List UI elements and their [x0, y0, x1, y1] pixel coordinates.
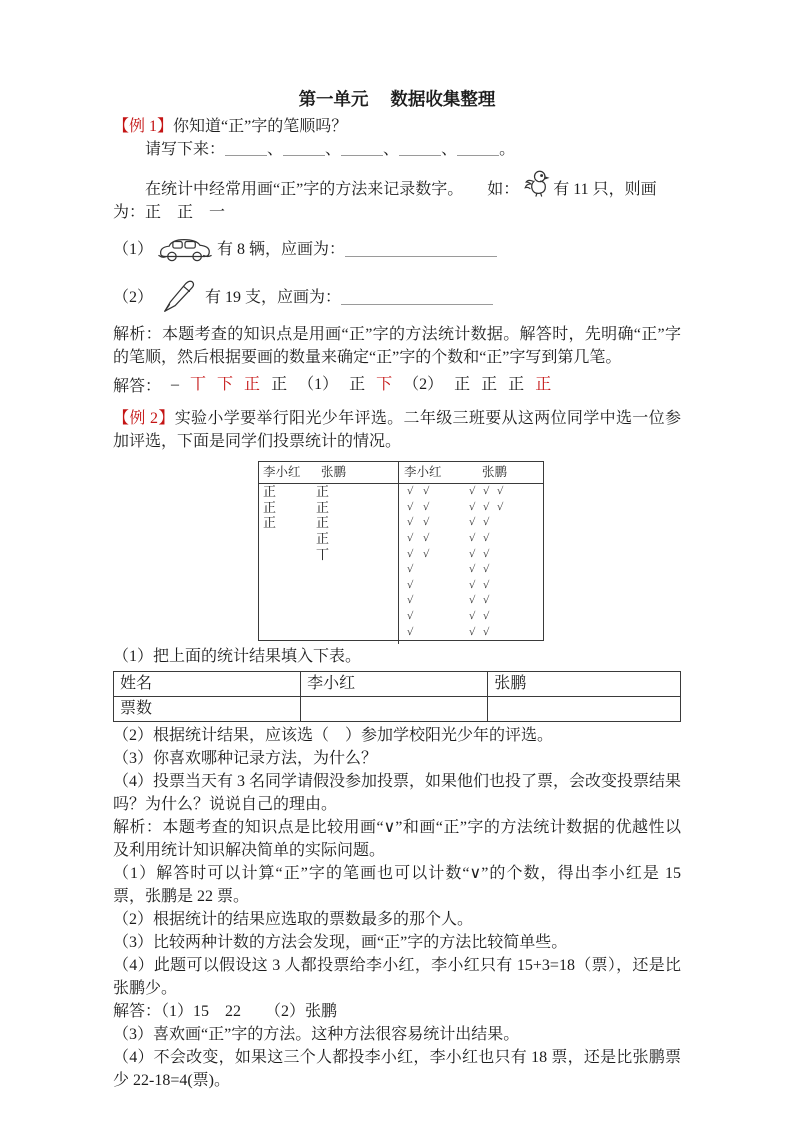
check-icon: √ — [468, 564, 476, 576]
partial-zheng-mark: 正 — [535, 376, 552, 390]
check-icon: √ — [482, 548, 490, 560]
checkmarks-lixiaohong — [399, 621, 469, 644]
check-icon: √ — [482, 486, 490, 498]
tally-left-header-lixiaohong: 李小红 — [263, 465, 301, 479]
check-icon: √ — [468, 517, 476, 529]
check-icon: √ — [468, 611, 476, 623]
fill-row-label-votes: 票数 — [114, 696, 301, 721]
ex1-write-line — [145, 138, 681, 161]
pen-icon — [159, 279, 199, 315]
zheng-mark-lixiaohong: 正 — [263, 484, 277, 500]
ex2-q3: （3）你喜欢哪种记录方法，为什么？ — [113, 749, 378, 767]
tally-answer-token: 丅 — [190, 376, 207, 393]
intro-text-b: 有 11 只，则画 — [553, 181, 657, 198]
check-icon: √ — [406, 579, 414, 591]
check-icon: √ — [482, 579, 490, 591]
check-icon: √ — [406, 533, 414, 545]
ex2-analysis-1: （1）解答时可以计算“正”字的笔画也可以计数“∨”的个数，得出李小红是 15 票，张鹏是 22 票。 — [113, 864, 681, 905]
check-icon: √ — [482, 517, 490, 529]
check-icon: √ — [406, 595, 414, 607]
blank-separator: 、 — [267, 141, 284, 158]
zheng-mark-lixiaohong: 正 — [263, 515, 277, 531]
stroke-blank[interactable] — [283, 141, 325, 156]
tally-right-header-zhangpeng: 张鹏 — [482, 465, 508, 479]
zheng-mark-lixiaohong — [259, 543, 316, 566]
ex2-q2: （2）根据统计结果，应该选（ ）参加学校阳光少年的评选。 — [113, 726, 554, 744]
ex2-intro-paragraph — [113, 407, 681, 453]
ex2-label: 【例 2】 — [113, 410, 175, 427]
item2-text: 有 19 支，应画为： — [205, 288, 342, 306]
check-icon: √ — [422, 533, 430, 545]
check-icon: √ — [482, 564, 490, 576]
fill-table-header-row — [114, 671, 681, 696]
check-icon: √ — [468, 595, 476, 607]
ex2-analysis-3: （3）比较两种计数的方法会发现，画“正”字的方法比较简单些。 — [113, 933, 568, 951]
check-icon: √ — [468, 579, 476, 591]
check-icon: √ — [406, 486, 414, 498]
stroke-blank[interactable] — [457, 141, 499, 156]
check-icon: √ — [406, 626, 414, 638]
tally-body — [259, 484, 543, 640]
ex1-jiexi-label: 解析： — [113, 326, 162, 343]
ex1-item1 — [113, 233, 681, 265]
check-icon: √ — [422, 548, 430, 560]
fill-cell-zhangpeng-votes[interactable] — [488, 696, 681, 721]
fill-header-name: 姓名 — [114, 671, 301, 696]
item1-number: （1） — [113, 240, 154, 258]
tally-answer-token: 下 — [217, 376, 234, 393]
check-icon: √ — [482, 626, 490, 638]
blank-separator: 、 — [441, 141, 458, 158]
tally-answer-token: 正 — [454, 376, 471, 393]
ex1-jiexi-text: 本题考查的知识点是用画“正”字的方法统计数据。解答时，先明确“正”字的笔顺，然后根据要画的数量来确定“正”字的个数和“正”字写到第几笔。 — [113, 326, 681, 366]
ex1-question-line — [113, 115, 681, 138]
tally-answer-token: 正 — [349, 376, 366, 393]
zheng-mark-zhangpeng: 正 — [316, 515, 330, 531]
ex1-jieda-label: 解答： — [113, 378, 162, 395]
fill-table-votes-row — [114, 696, 681, 721]
ex2-jieda-line1 — [113, 1000, 681, 1023]
ex2-analysis-4: （4）此题可以假设这 3 人都投票给李小红，李小红只有 15+3=18（票），还是比张鹏少。 — [113, 956, 681, 997]
check-icon: √ — [422, 501, 430, 513]
item1-answer-blank[interactable] — [345, 242, 497, 257]
fill-header-lixiaohong: 李小红 — [301, 671, 488, 696]
check-icon: √ — [495, 486, 503, 498]
stroke-order-blanks[interactable] — [225, 141, 515, 158]
ex2-jieda-line3: （3）喜欢画“正”字的方法。这种方法很容易统计出结果。 — [113, 1025, 520, 1043]
write-prompt: 请写下来： — [145, 141, 226, 158]
tally-right-header-lixiaohong: 李小红 — [404, 465, 442, 479]
ex1-label: 【例 1】 — [113, 118, 174, 135]
tally-row — [259, 624, 543, 640]
item2-answer-blank[interactable] — [341, 290, 493, 305]
check-icon: √ — [422, 517, 430, 529]
zheng-mark-zhangpeng: 丅 — [316, 546, 330, 562]
check-icon: √ — [495, 501, 503, 513]
partial-zheng-mark: 正 — [244, 376, 261, 390]
check-icon: √ — [406, 564, 414, 576]
tally-answer-token: （2） — [403, 376, 444, 393]
blank-separator: 、 — [325, 141, 342, 158]
check-icon: √ — [482, 595, 490, 607]
item1-text: 有 8 辆，应画为： — [217, 240, 346, 258]
result-fill-table — [113, 671, 681, 722]
ex2-jiexi-paragraph — [113, 816, 681, 862]
ex1-intro-paragraph — [113, 169, 681, 224]
ex1-jieda-answer-tokens — [171, 375, 551, 395]
ex2-jieda-answer1: （1）15 22 （2）张鹏 — [161, 1002, 338, 1020]
tally-table — [258, 461, 544, 641]
check-icon: √ — [406, 611, 414, 623]
tally-answer-token: 正 — [508, 376, 525, 393]
check-icon: √ — [482, 533, 490, 545]
tally-answer-token: 下 — [376, 376, 393, 393]
check-icon: √ — [468, 626, 476, 638]
ex1-jieda-line — [113, 375, 681, 401]
checkmarks-zhangpeng — [469, 621, 543, 644]
fill-cell-lixiaohong-votes[interactable] — [301, 696, 488, 721]
ex1-jiexi-paragraph — [113, 323, 681, 369]
stroke-blank[interactable] — [399, 141, 441, 156]
ex2-q4: （4）投票当天有 3 名同学请假没参加投票，如果他们也投了票，会改变投票结果吗？为什么？说说自己的理由。 — [113, 772, 682, 813]
check-icon: √ — [422, 486, 430, 498]
fill-header-zhangpeng: 张鹏 — [488, 671, 681, 696]
tally-answer-token: 正 — [271, 376, 288, 393]
item2-number: （2） — [113, 288, 154, 306]
ex2-jieda-line4: （4）不会改变，如果这三个人都投李小红，李小红也只有 18 票，还是比张鹏票少 22-18=4(票)。 — [113, 1048, 681, 1089]
ex2-jieda-label: 解答： — [113, 1002, 162, 1020]
page-title: 第一单元 数据收集整理 — [298, 89, 496, 109]
check-icon: √ — [482, 611, 490, 623]
check-icon: √ — [406, 501, 414, 513]
intro-ruhe: 如： — [487, 181, 520, 198]
blank-period: 。 — [499, 141, 516, 158]
check-icon: √ — [482, 501, 490, 513]
car-icon — [157, 233, 213, 265]
ex1-item2 — [113, 279, 681, 315]
check-icon: √ — [468, 486, 476, 498]
ex1-question: 你知道“正”字的笔顺吗？ — [173, 118, 348, 135]
ex2-analysis-2: （2）根据统计的结果应选取的票数最多的那个人。 — [113, 910, 474, 928]
zheng-mark-zhangpeng: 正 — [316, 531, 330, 547]
stroke-blank[interactable] — [341, 141, 383, 156]
ex2-jiexi-text: 本题考查的知识点是比较用画“∨”和画“正”字的方法统计数据的优越性以及利用统计知识解决简单的实际问题。 — [113, 818, 681, 859]
zheng-mark-zhangpeng: 正 — [316, 484, 330, 500]
blank-separator: 、 — [383, 141, 400, 158]
check-icon: √ — [468, 501, 476, 513]
intro-line2: 为：正 正 一 — [113, 204, 226, 221]
tally-answer-token: 正 — [481, 376, 498, 393]
ex2-q1: （1）把上面的统计结果填入下表。 — [113, 647, 362, 665]
tally-answer-token: – — [171, 376, 180, 393]
zheng-mark-zhangpeng: 正 — [316, 499, 330, 515]
check-icon: √ — [406, 517, 414, 529]
bird-icon — [521, 169, 551, 197]
ex2-intro: 实验小学要举行阳光少年评选。二年级三班要从这两位同学中选一位参加评选，下面是同学们投票统计的情况。 — [113, 410, 681, 450]
check-icon: √ — [468, 548, 476, 560]
stroke-blank[interactable] — [225, 141, 267, 156]
tally-left-header-zhangpeng: 张鹏 — [321, 465, 347, 479]
tally-answer-token: （1） — [298, 376, 339, 393]
ex2-jiexi-label: 解析： — [113, 818, 163, 836]
check-icon: √ — [468, 533, 476, 545]
zheng-mark-lixiaohong: 正 — [263, 499, 277, 515]
check-icon: √ — [406, 548, 414, 560]
intro-text-a: 在统计中经常用画“正”字的方法来记录数字。 — [145, 181, 464, 198]
